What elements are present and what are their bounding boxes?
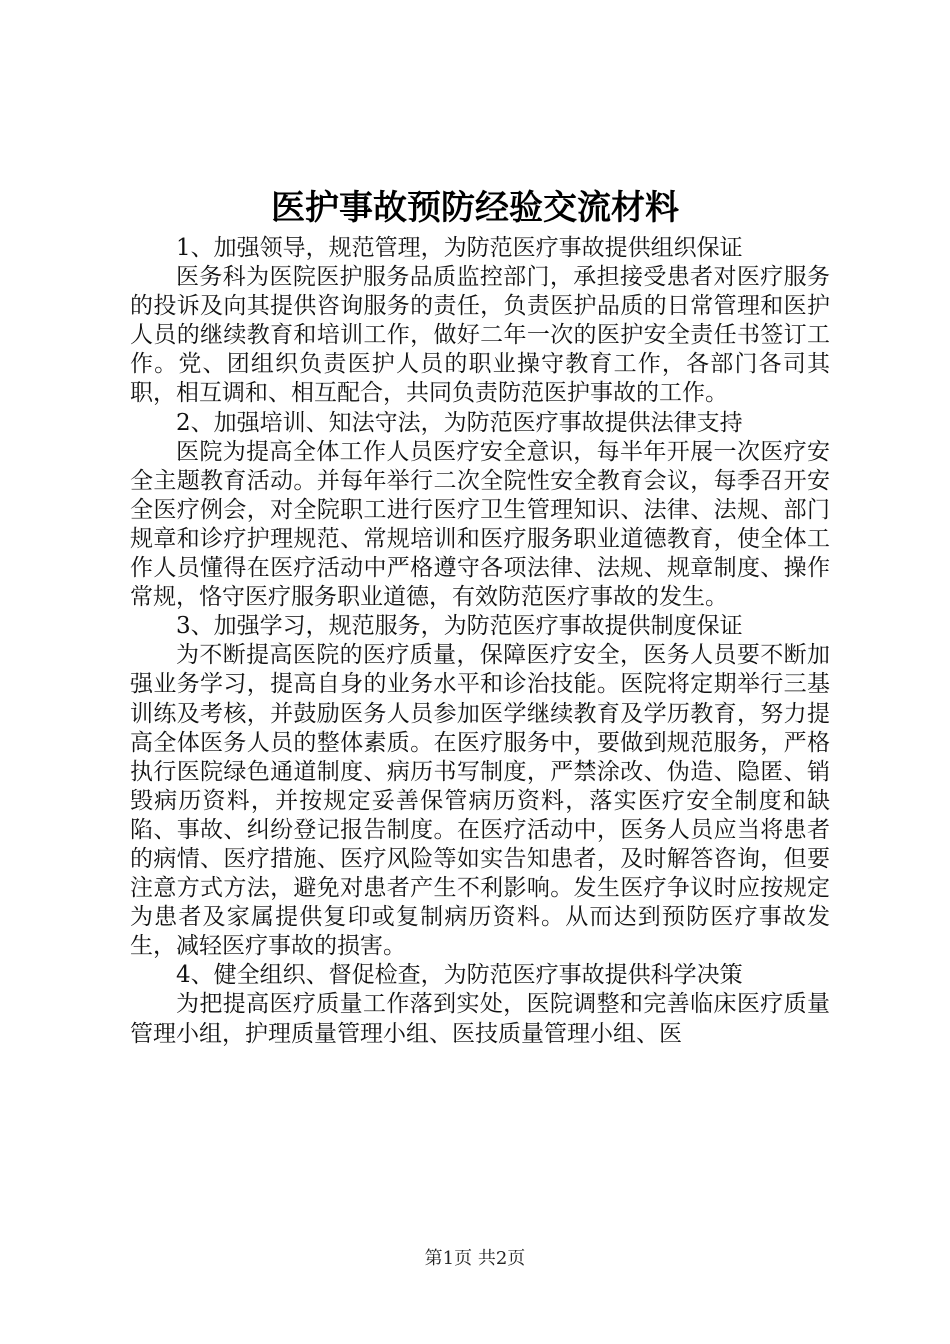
paragraph-4: 为把提高医疗质量工作落到实处，医院调整和完善临床医疗质量管理小组，护理质量管理小组、医技质量管理小组、医 <box>130 991 830 1047</box>
page-number-footer: 第1页 共2页 <box>424 1248 526 1269</box>
paragraph-2: 医院为提高全体工作人员医疗安全意识，每半年开展一次医疗安全主题教育活动。并每年举行二次全院性安全教育会议，每季召开安全医疗例会，对全院职工进行医疗卫生管理知识、法律、法规、部门规章和诊疗护理规范、常规培训和医疗服务职业道德教育，使全体工作人员懂得在医疗活动中严格遵守各项法律、法规、规章制度、操作常规，恪守医疗服务职业道德，有效防范医疗事故的发生。 <box>130 438 830 611</box>
document-title: 医护事故预防经验交流材料 <box>271 188 679 228</box>
paragraph-1: 医务科为医院医护服务品质监控部门，承担接受患者对医疗服务的投诉及向其提供咨询服务的责任，负责医护品质的日常管理和医护人员的继续教育和培训工作，做好二年一次的医护安全责任书签订工作。党、团组织负责医护人员的职业操守教育工作，各部门各司其职，相互调和、相互配合，共同负责防范医护事故的工作。 <box>130 264 830 407</box>
document-body <box>130 234 830 1049</box>
section-heading-2: 2、加强培训、知法守法，为防范医疗事故提供法律支持 <box>176 409 743 436</box>
section-heading-4: 4、健全组织、督促检查，为防范医疗事故提供科学决策 <box>176 962 743 989</box>
paragraph-3: 为不断提高医院的医疗质量，保障医疗安全，医务人员要不断加强业务学习，提高自身的业务水平和诊治技能。医院将定期举行三基训练及考核，并鼓励医务人员参加医学继续教育及学历教育，努力提高全体医务人员的整体素质。在医疗服务中，要做到规范服务，严格执行医院绿色通道制度、病历书写制度，严禁涂改、伪造、隐匿、销毁病历资料，并按规定妥善保管病历资料，落实医疗安全制度和缺陷、事故、纠纷登记报告制度。在医疗活动中，医务人员应当将患者的病情、医疗措施、医疗风险等如实告知患者，及时解答咨询，但要注意方式方法，避免对患者产生不利影响。发生医疗争议时应按规定为患者及家属提供复印或复制病历资料。从而达到预防医疗事故发生，减轻医疗事故的损害。 <box>130 642 830 960</box>
section-heading-3: 3、加强学习，规范服务，为防范医疗事故提供制度保证 <box>176 613 743 640</box>
section-heading-1: 1、加强领导，规范管理，为防范医疗事故提供组织保证 <box>176 235 743 261</box>
